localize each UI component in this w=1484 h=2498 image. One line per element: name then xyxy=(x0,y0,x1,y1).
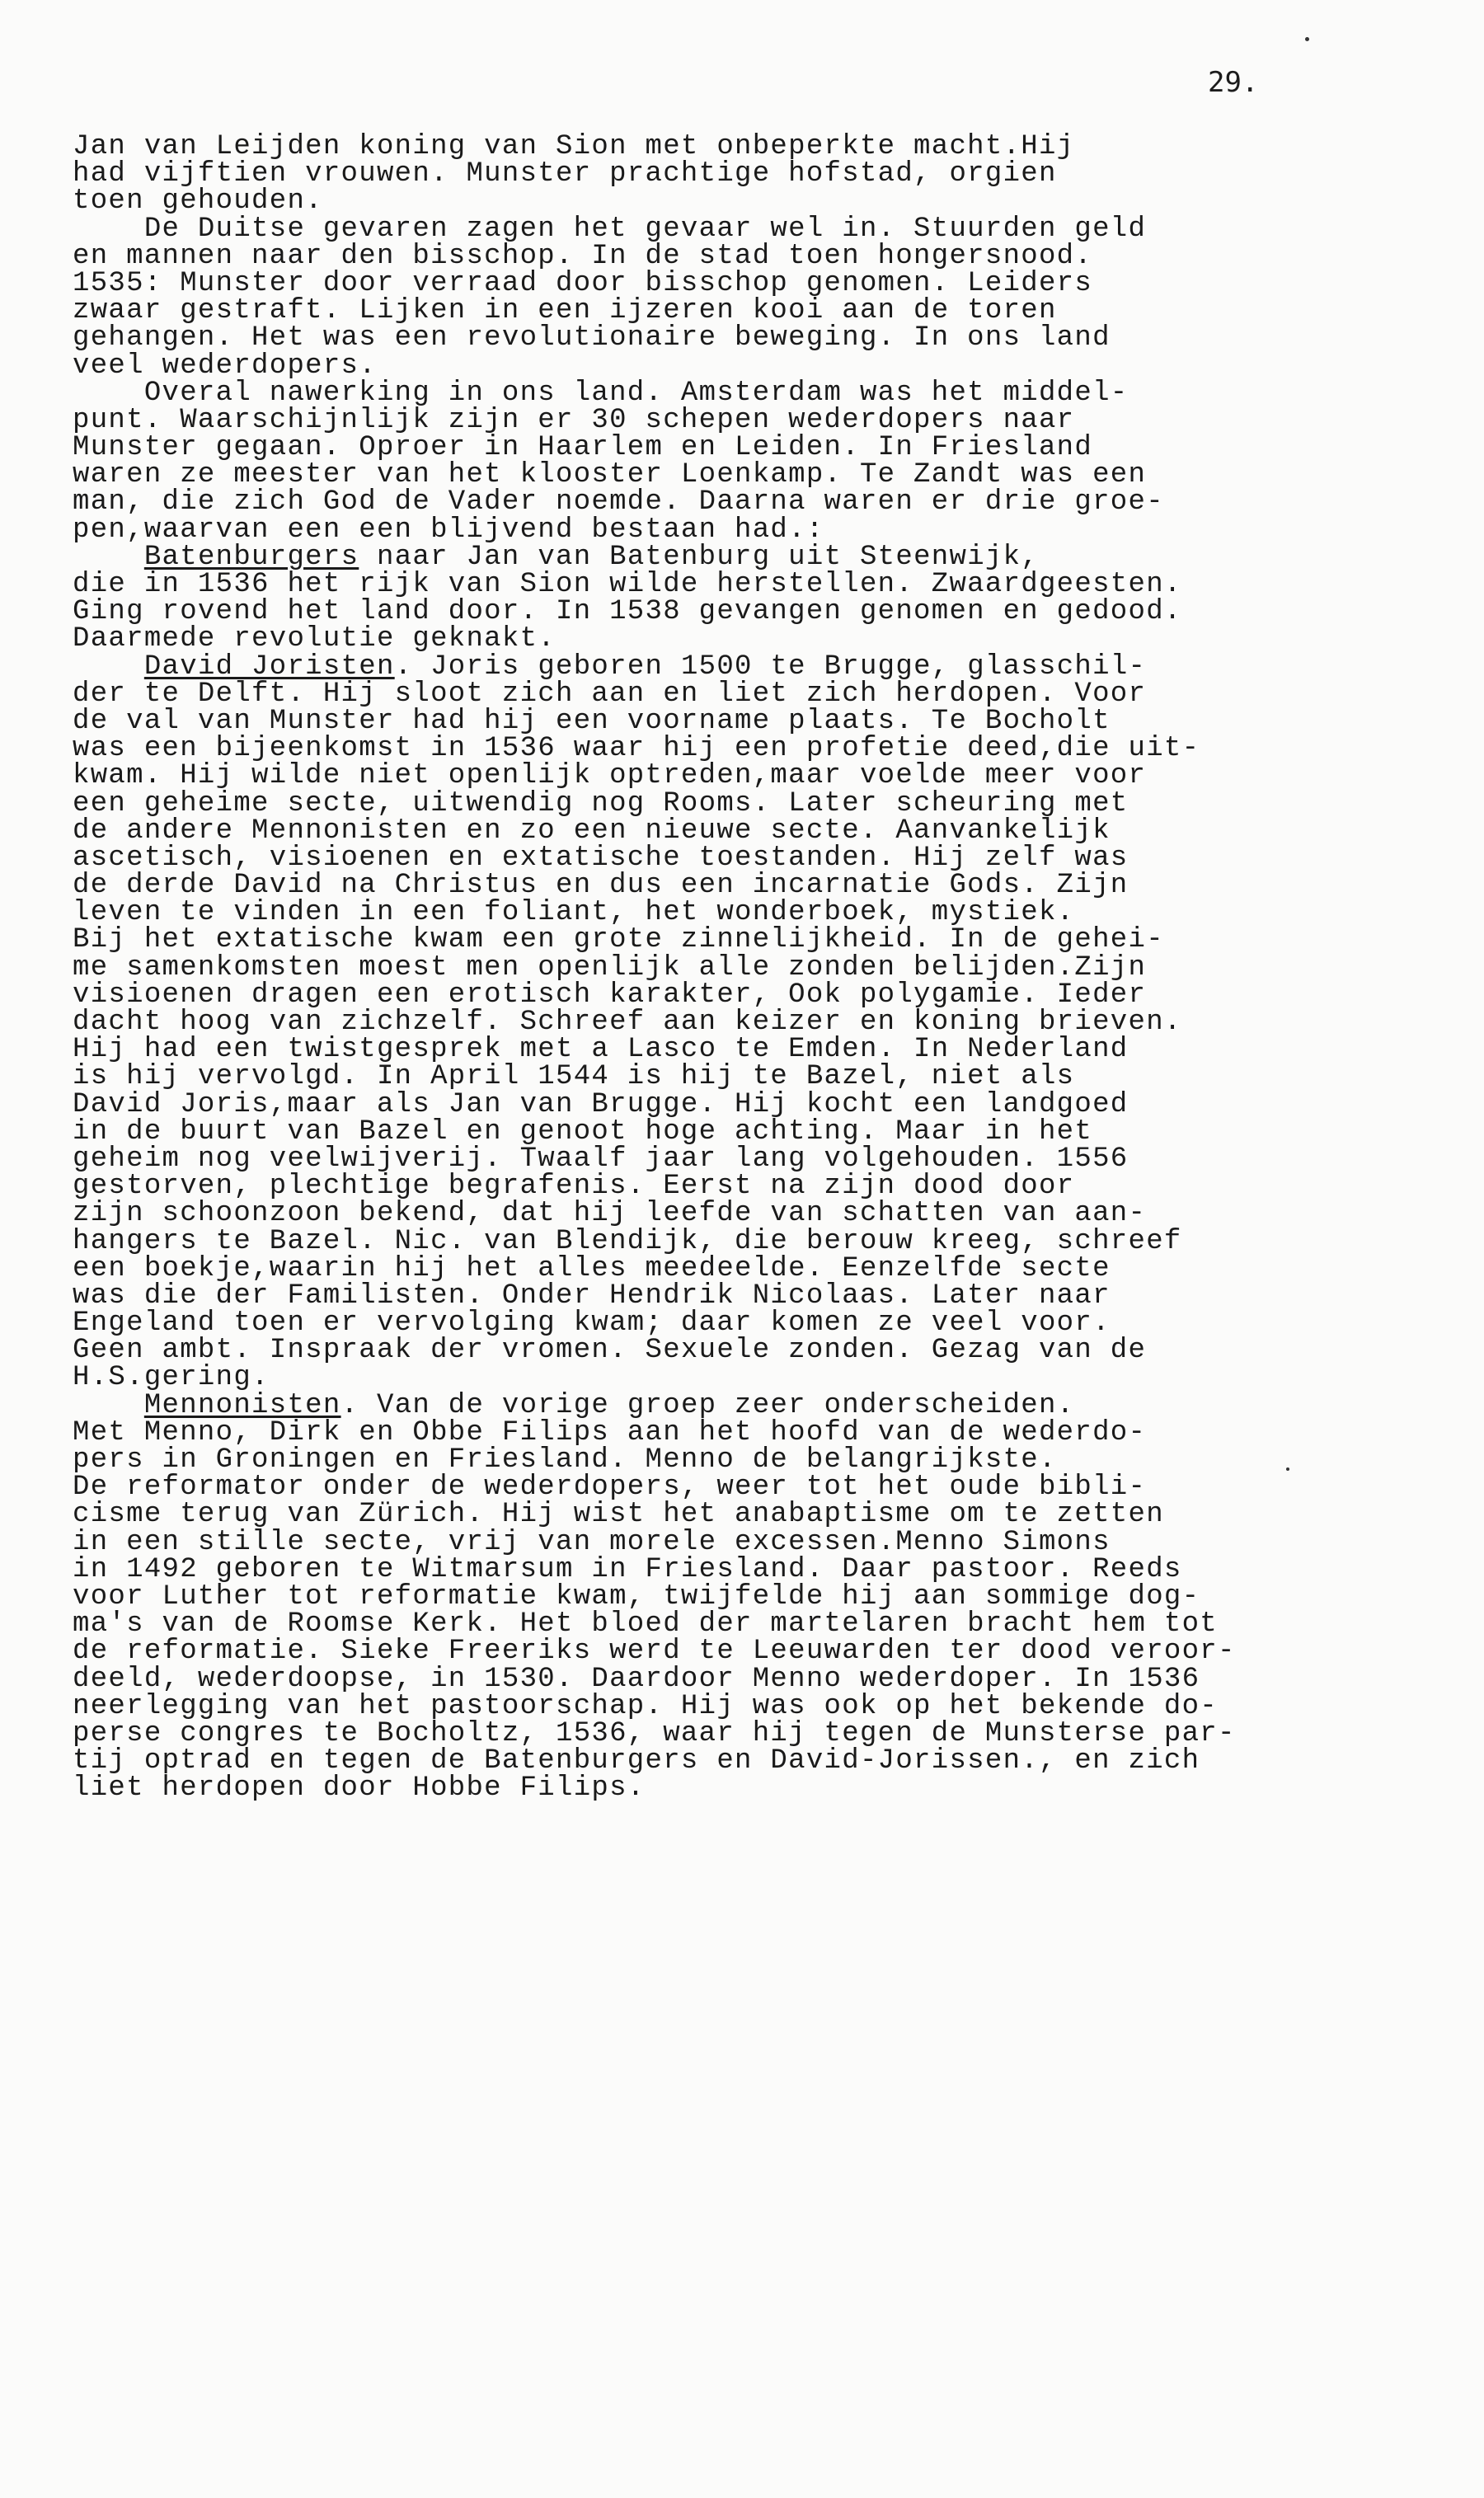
text-line xyxy=(73,350,1458,382)
text-line xyxy=(73,1036,1458,1064)
line-text: de reformatie. Sieke Freeriks werd te Leeuwarden ter dood veroor- xyxy=(73,1636,1236,1668)
text-line xyxy=(73,924,1458,956)
text-line xyxy=(73,842,1458,874)
line-text: dacht hoog van zichzelf. Schreef aan keizer en koning brieven. xyxy=(73,1007,1182,1038)
section-heading: Batenburgers xyxy=(143,541,359,573)
text-line xyxy=(73,158,1458,190)
text-line xyxy=(73,951,1458,984)
text-line xyxy=(73,486,1458,519)
text-line xyxy=(73,1745,1458,1777)
text-line xyxy=(73,650,1458,683)
line-text: Jan van Leijden koning van Sion met onbeperkte macht.Hij xyxy=(73,131,1075,162)
line-text: Daarmede revolutie geknakt. xyxy=(73,623,556,655)
line-text: cisme terug van Zürich. Hij wist het anabaptisme om te zetten xyxy=(73,1499,1164,1531)
text-line xyxy=(73,1280,1458,1312)
text-line xyxy=(73,571,1458,599)
text-line xyxy=(73,1608,1458,1641)
line-text: Ging rovend het land door. In 1538 gevangen genomen en gedood. xyxy=(73,596,1182,628)
line-text: was die der Familisten. Onder Hendrik Nicolaas. Later naar xyxy=(73,1280,1111,1312)
line-text: H.S.gering. xyxy=(73,1362,270,1394)
text-line xyxy=(73,979,1458,1011)
line-text: in 1492 geboren te Witmarsum in Friesland. Daar pastoor. Reeds xyxy=(73,1553,1182,1585)
line-text: de andere Mennonisten en zo een nieuwe secte. Aanvankelijk xyxy=(73,815,1111,847)
line-text: De reformator onder de wederdopers, weer tot het oude bibli- xyxy=(73,1472,1147,1504)
text-line xyxy=(73,678,1458,710)
line-text: me samenkomsten moest men openlijk alle zonden belijden.Zijn xyxy=(73,951,1147,984)
text-line xyxy=(73,623,1458,655)
line-text: voor Luther tot reformatie kwam, twijfelde hij aan sommige dog- xyxy=(73,1580,1200,1613)
text-line xyxy=(73,735,1458,763)
text-line xyxy=(73,295,1458,327)
text-line xyxy=(73,596,1458,628)
line-text: punt. Waarschijnlijk zijn er 30 schepen wederdopers naar xyxy=(73,404,1075,436)
text-line xyxy=(73,1308,1458,1340)
line-text: in een stille secte, vrij van morele excessen.Menno Simons xyxy=(73,1526,1111,1558)
text-line xyxy=(73,1444,1458,1476)
line-text: Geen ambt. Inspraak der vromen. Sexuele zonden. Gezag van de xyxy=(73,1335,1147,1367)
line-text: de derde David na Christus en dus een incarnatie Gods. Zijn xyxy=(73,870,1129,902)
text-line xyxy=(73,705,1458,737)
text-line xyxy=(73,1200,1458,1228)
line-text: had vijftien vrouwen. Munster prachtige hofstad, orgien xyxy=(73,158,1057,190)
paper-speck xyxy=(1305,37,1309,41)
line-text: Hij had een twistgesprek met a Lasco te Emden. In Nederland xyxy=(73,1034,1129,1066)
text-line xyxy=(73,514,1458,546)
line-text: waren ze meester van het klooster Loenkamp. Te Zandt was een xyxy=(73,459,1147,491)
text-line xyxy=(73,131,1458,162)
line-text: De Duitse gevaren zagen het gevaar wel in. Stuurden geld xyxy=(73,213,1147,245)
line-text: deeld, wederdoopse, in 1530. Daardoor Menno wederdoper. In 1536 xyxy=(73,1663,1200,1695)
line-text: David Joris,maar als Jan van Brugge. Hij kocht een landgoed xyxy=(73,1088,1129,1120)
text-line xyxy=(73,1636,1458,1668)
line-text: in de buurt van Bazel en genoot hoge achting. Maar in het xyxy=(73,1115,1093,1148)
line-text: neerlegging van het pastoorschap. Hij was ook op het bekende do- xyxy=(73,1690,1219,1722)
line-text: . Van de vorige groep zeer onderscheiden. xyxy=(340,1389,1075,1421)
text-line xyxy=(73,1580,1458,1613)
body-text xyxy=(73,131,1458,1805)
line-text: der te Delft. Hij sloot zich aan en liet zich herdopen. Voor xyxy=(73,678,1147,710)
line-text: was een bijeenkomst in 1536 waar hij een profetie deed,die uit- xyxy=(73,733,1200,765)
line-text: een geheime secte, uitwendig nog Rooms. Later scheuring met xyxy=(73,787,1129,819)
text-line xyxy=(73,1171,1458,1203)
text-line xyxy=(73,1773,1458,1805)
text-line xyxy=(73,1335,1458,1367)
line-text: pers in Groningen en Friesland. Menno de belangrijkste. xyxy=(73,1444,1057,1476)
line-text: geheim nog veelwijverij. Twaalf jaar lang volgehouden. 1556 xyxy=(73,1143,1129,1175)
text-line xyxy=(73,459,1458,491)
section-heading: Mennonisten xyxy=(143,1389,341,1421)
text-line xyxy=(73,815,1458,847)
line-text: Munster gegaan. Oproer in Haarlem en Leiden. In Friesland xyxy=(73,432,1093,464)
text-line xyxy=(73,213,1458,245)
text-line xyxy=(73,760,1458,792)
line-text: naar Jan van Batenburg uit Steenwijk, xyxy=(359,541,1040,573)
text-line xyxy=(73,1364,1458,1392)
line-text: is hij vervolgd. In April 1544 is hij te Bazel, niet als xyxy=(73,1061,1075,1093)
line-text: de val van Munster had hij een voorname plaats. Te Bocholt xyxy=(73,705,1111,737)
text-line xyxy=(73,1061,1458,1093)
text-line xyxy=(73,1553,1458,1585)
line-text: hangers te Bazel. Nic. van Blendijk, die berouw kreeg, schreef xyxy=(73,1225,1182,1257)
line-text: Overal nawerking in ons land. Amsterdam was het middel- xyxy=(73,377,1129,409)
text-line xyxy=(73,377,1458,409)
section-heading: David Joristen xyxy=(143,650,395,683)
text-line xyxy=(73,1115,1458,1148)
line-text: veel wederdopers. xyxy=(73,350,377,382)
line-text: perse congres te Bocholtz, 1536, waar hij tegen de Munsterse par- xyxy=(73,1717,1236,1749)
line-text: kwam. Hij wilde niet openlijk optreden,maar voelde meer voor xyxy=(73,760,1147,792)
line-text: zwaar gestraft. Lijken in een ijzeren kooi aan de toren xyxy=(73,295,1057,327)
line-text: gestorven, plechtige begrafenis. Eerst na zijn dood door xyxy=(73,1171,1075,1203)
text-line xyxy=(73,185,1458,218)
line-text: en mannen naar den bisschop. In de stad toen hongersnood. xyxy=(73,240,1093,272)
text-line xyxy=(73,870,1458,902)
text-line xyxy=(73,787,1458,819)
text-line xyxy=(73,1690,1458,1722)
line-text: toen gehouden. xyxy=(73,185,323,218)
text-line xyxy=(73,434,1458,462)
text-line xyxy=(73,1663,1458,1695)
text-line xyxy=(73,1526,1458,1558)
text-line xyxy=(73,267,1458,299)
line-text: een boekje,waarin hij het alles meedeelde. Eenzelfde secte xyxy=(73,1252,1111,1284)
text-line xyxy=(73,1717,1458,1749)
line-text: liet herdopen door Hobbe Filips. xyxy=(73,1773,646,1805)
text-line xyxy=(73,1416,1458,1449)
line-text: 1535: Munster door verraad door bisschop genomen. Leiders xyxy=(73,267,1093,299)
text-line xyxy=(73,240,1458,272)
paper-speck xyxy=(1286,1467,1289,1471)
line-text: ma's van de Roomse Kerk. Het bloed der martelaren bracht hem tot xyxy=(73,1608,1219,1641)
text-line xyxy=(73,1499,1458,1531)
line-text: gehangen. Het was een revolutionaire beweging. In ons land xyxy=(73,322,1111,355)
page-number: 29. xyxy=(1208,66,1259,99)
text-line xyxy=(73,322,1458,355)
line-text: visioenen dragen een erotisch karakter, Ook polygamie. Ieder xyxy=(73,979,1147,1011)
text-line xyxy=(73,899,1458,927)
line-text: zijn schoonzoon bekend, dat hij leefde van schatten van aan- xyxy=(73,1198,1147,1230)
line-text: Engeland toen er vervolging kwam; daar komen ze veel voor. xyxy=(73,1308,1111,1340)
text-line xyxy=(73,1088,1458,1120)
text-line xyxy=(73,1252,1458,1284)
text-line xyxy=(73,1225,1458,1257)
line-text: die in 1536 het rijk van Sion wilde herstellen. Zwaardgeesten. xyxy=(73,569,1182,600)
text-line xyxy=(73,1389,1458,1421)
line-text: Met Menno, Dirk en Obbe Filips aan het hoofd van de wederdo- xyxy=(73,1416,1147,1449)
line-text: leven te vinden in een foliant, het wonderboek, mystiek. xyxy=(73,897,1075,929)
text-line xyxy=(73,541,1458,573)
line-text: tij optrad en tegen de Batenburgers en David-Jorissen., en zich xyxy=(73,1745,1200,1777)
text-line xyxy=(73,1009,1458,1036)
line-text: . Joris geboren 1500 te Brugge, glasschil- xyxy=(394,650,1147,683)
line-text: man, die zich God de Vader noemde. Daarna waren er drie groe- xyxy=(73,486,1164,519)
text-line xyxy=(73,1143,1458,1175)
text-line xyxy=(73,404,1458,436)
text-line xyxy=(73,1472,1458,1504)
line-text: pen,waarvan een een blijvend bestaan had.: xyxy=(73,514,824,546)
line-text: ascetisch, visioenen en extatische toestanden. Hij zelf was xyxy=(73,842,1129,874)
line-text: Bij het extatische kwam een grote zinnelijkheid. In de gehei- xyxy=(73,924,1164,956)
